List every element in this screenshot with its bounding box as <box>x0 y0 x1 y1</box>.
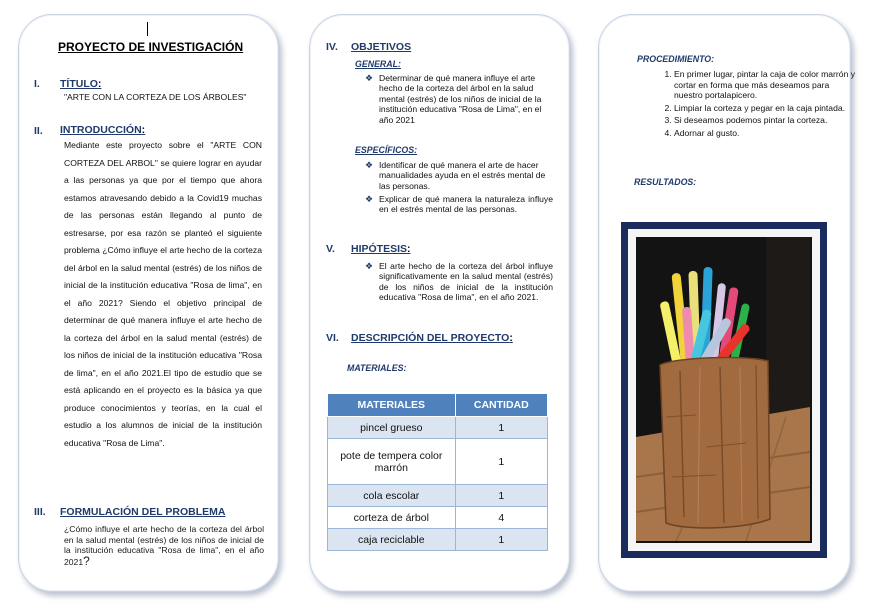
specific-objective-2: ❖ Explicar de qué manera la naturaleza influye en el estrés mental de las personas. <box>365 194 553 215</box>
table-cell: 4 <box>455 507 547 529</box>
subsection-resultados: RESULTADOS: <box>634 177 697 187</box>
pencil-holder-illustration <box>636 237 810 541</box>
diamond-bullet-icon: ❖ <box>365 261 374 271</box>
materials-table <box>327 393 548 551</box>
table-row <box>328 417 548 439</box>
table-row <box>328 439 548 485</box>
table-cell: 1 <box>455 485 547 507</box>
section-number: III. <box>34 506 46 518</box>
table-cell: pote de tempera color marrón <box>328 439 456 485</box>
list-item: 1. En primer lugar, pintar la caja de color marrón y cortar en forma que más deseamos para nuestro portalapicero. <box>674 69 856 101</box>
table-cell: corteza de árbol <box>328 507 456 529</box>
section-title-objetivos: OBJETIVOS <box>351 41 412 53</box>
table-row <box>328 507 548 529</box>
table-cell: caja reciclable <box>328 529 456 551</box>
section-title-introduccion: INTRODUCCIÓN: <box>60 124 146 136</box>
table-cell: 1 <box>455 529 547 551</box>
introduction-paragraph: Mediante este proyecto sobre el "ARTE CON CORTEZA DEL ARBOL" se quiere lograr en ayudar a las personas ya que por el tiempo que ahora estamos atravesando debido a la Covid19 muchas de las personas están llegando al punto de estresarse, por esa razón se planteó el siguiente problema ¿Cómo influye el arte hecho de la corteza del árbol en la salud mental (estrés) de los niños de inicial de la institución educativa "Rosa de lima", en el año 2021? Siendo el objetivo principal de determinar de qué manera influye el arte hecho de la corteza del árbol en la salud mental (estrés) de los niños de inicial de la institución educativa "Rosa de lima", en el año 2021.El tipo de estudio que se está aplicando en el proyecto es la básica ya que produce conocimientos y teorías, en la cual el estudio a los alumnos de inicial de la institución educativa "Rosa de Lima". <box>64 140 262 448</box>
table-cell: pincel grueso <box>328 417 456 439</box>
section-title-titulo: TÍTULO: <box>60 78 102 90</box>
section-title-formulacion: FORMULACIÓN DEL PROBLEMA <box>60 506 226 518</box>
list-item: 4. Adornar al gusto. <box>674 128 856 139</box>
text-cursor <box>147 22 148 36</box>
subsection-especificos: ESPECÍFICOS: <box>355 145 418 155</box>
diamond-bullet-icon: ❖ <box>365 194 374 204</box>
pencil-holder-photo <box>636 237 812 543</box>
problem-statement: ¿Cómo influye el arte hecho de la corteza del árbol en la salud mental (estrés) de los niños de inicial de la institución educativa "Rosa de lima", en el año 2021? <box>64 524 264 568</box>
section-number: I. <box>34 78 40 90</box>
table-row <box>328 529 548 551</box>
section-title-descripcion: DESCRIPCIÓN DEL PROYECTO: <box>351 332 513 344</box>
general-objective: ❖ Determinar de qué manera influye el arte hecho de la corteza del árbol en la salud mental (estrés) de los niños de inicial de la institución educativa "Rosa de Lima", en el año 2021 <box>365 73 542 125</box>
section-title-hipotesis: HIPÓTESIS: <box>351 243 411 255</box>
list-item: 2. Limpiar la corteza y pegar en la caja pintada. <box>674 103 856 114</box>
list-item: 3. Si deseamos podemos pintar la corteza. <box>674 115 856 126</box>
subsection-general: GENERAL: <box>355 59 401 69</box>
table-header-cantidad: CANTIDAD <box>455 394 547 417</box>
diamond-bullet-icon: ❖ <box>365 73 374 83</box>
hypothesis-text: ❖ El arte hecho de la corteza del árbol influye significativamente en la salud mental (estrés) de los niños de inicial de la institución educativa "Rosa de lima", en el año 2021. <box>365 261 553 303</box>
section-number: IV. <box>326 41 338 53</box>
table-cell: cola escolar <box>328 485 456 507</box>
subsection-procedimiento: PROCEDIMIENTO: <box>637 54 715 64</box>
diamond-bullet-icon: ❖ <box>365 160 374 170</box>
table-cell: 1 <box>455 439 547 485</box>
subsection-materiales: MATERIALES: <box>347 363 407 373</box>
table-cell: 1 <box>455 417 547 439</box>
table-row <box>328 485 548 507</box>
section-number: V. <box>326 243 335 255</box>
section-number: VI. <box>326 332 339 344</box>
project-title-text: "ARTE CON LA CORTEZA DE LOS ÁRBOLES" <box>64 92 247 102</box>
procedure-list <box>660 69 856 140</box>
specific-objective-1: ❖ Identificar de qué manera el arte de hacer manualidades ayuda en el estrés mental de las personas. <box>365 160 546 191</box>
result-photo-frame <box>621 222 827 558</box>
document-title: PROYECTO DE INVESTIGACIÓN <box>58 40 244 54</box>
table-header-materiales: MATERIALES <box>328 394 456 417</box>
section-number: II. <box>34 125 43 137</box>
